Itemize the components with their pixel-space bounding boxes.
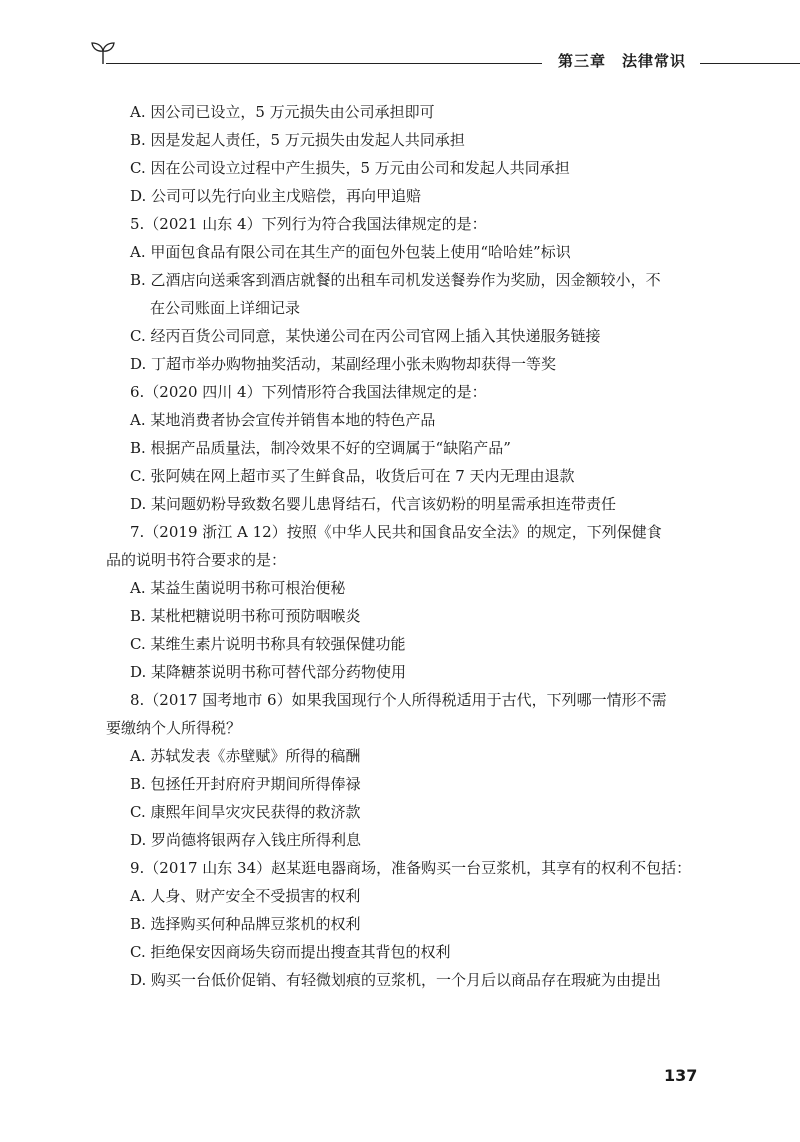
answer-option: D. 丁超市举办购物抽奖活动，某副经理小张未购物却获得一等奖 <box>130 355 557 373</box>
header-rule-right <box>700 63 800 64</box>
answer-option: B. 根据产品质量法，制冷效果不好的空调属于“缺陷产品” <box>130 439 511 457</box>
answer-option: B. 乙酒店向送乘客到酒店就餐的出租车司机发送餐券作为奖励，因金额较小，不 <box>130 271 661 289</box>
page-header <box>88 38 800 78</box>
answer-option: D. 公司可以先行向业主戊赔偿，再向甲追赔 <box>130 187 422 205</box>
answer-option: B. 因是发起人责任，5 万元损失由发起人共同承担 <box>130 131 465 149</box>
answer-option: D. 某降糖茶说明书称可替代部分药物使用 <box>130 663 407 681</box>
question-stem: 7.（2019 浙江 A 12）按照《中华人民共和国食品安全法》的规定，下列保健食 <box>130 523 662 541</box>
question-content <box>106 98 702 994</box>
question-stem: 6.（2020 四川 4）下列情形符合我国法律规定的是： <box>130 383 487 401</box>
text-line: 品的说明书符合要求的是： <box>106 551 287 569</box>
answer-option: B. 某枇杷糖说明书称可预防咽喉炎 <box>130 607 361 625</box>
answer-option: D. 罗尚德将银两存入钱庄所得利息 <box>130 831 362 849</box>
answer-option: C. 拒绝保安因商场失窃而提出搜查其背包的权利 <box>130 943 451 961</box>
question-stem: 8.（2017 国考地市 6）如果我国现行个人所得税适用于古代，下列哪一情形不需 <box>130 691 667 709</box>
header-rule-left <box>106 63 542 64</box>
text-line: 要缴纳个人所得税？ <box>106 719 242 737</box>
answer-option: A. 因公司已设立，5 万元损失由公司承担即可 <box>130 103 435 121</box>
answer-option: A. 苏轼发表《赤壁赋》所得的稿酬 <box>130 747 361 765</box>
text-line: 在公司账面上详细记录 <box>150 299 301 317</box>
answer-option: A. 某益生菌说明书称可根治便秘 <box>130 579 346 597</box>
question-stem: 5.（2021 山东 4）下列行为符合我国法律规定的是： <box>130 215 487 233</box>
answer-option: D. 某问题奶粉导致数名婴儿患肾结石，代言该奶粉的明星需承担连带责任 <box>130 495 617 513</box>
question-stem: 9.（2017 山东 34）赵某逛电器商场，准备购买一台豆浆机，其享有的权利不包括： <box>130 859 692 877</box>
answer-option: C. 张阿姨在网上超市买了生鲜食品，收货后可在 7 天内无理由退款 <box>130 467 575 485</box>
answer-option: B. 包拯任开封府府尹期间所得俸禄 <box>130 775 361 793</box>
chapter-title: 第三章 法律常识 <box>558 52 687 70</box>
answer-option: A. 某地消费者协会宣传并销售本地的特色产品 <box>130 411 436 429</box>
answer-option: C. 经丙百货公司同意，某快递公司在丙公司官网上插入其快递服务链接 <box>130 327 601 345</box>
answer-option: C. 因在公司设立过程中产生损失，5 万元由公司和发起人共同承担 <box>130 159 570 177</box>
answer-option: D. 购买一台低价促销、有轻微划痕的豆浆机，一个月后以商品存在瑕疵为由提出 <box>130 971 662 989</box>
answer-option: B. 选择购买何种品牌豆浆机的权利 <box>130 915 361 933</box>
page-number: 137 <box>664 1066 698 1085</box>
answer-option: A. 人身、财产安全不受损害的权利 <box>130 887 361 905</box>
answer-option: C. 康熙年间旱灾灾民获得的救济款 <box>130 803 361 821</box>
answer-option: A. 甲面包食品有限公司在其生产的面包外包装上使用“哈哈娃”标识 <box>130 243 571 261</box>
answer-option: C. 某维生素片说明书称具有较强保健功能 <box>130 635 406 653</box>
